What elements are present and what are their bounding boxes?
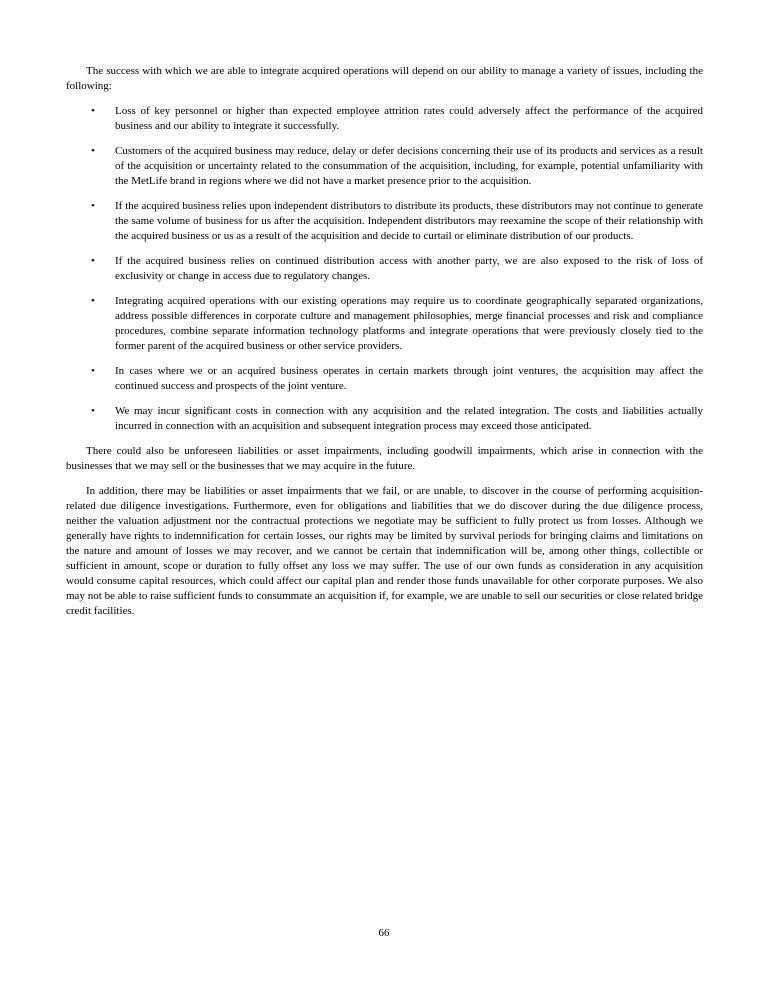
bullet-item bbox=[66, 364, 703, 394]
bullet-marker-icon: • bbox=[91, 405, 95, 417]
bullet-marker-icon: • bbox=[91, 145, 95, 157]
bullet-marker-icon: • bbox=[91, 200, 95, 212]
bullet-list bbox=[66, 104, 703, 434]
bullet-item bbox=[66, 144, 703, 189]
page-number: 66 bbox=[378, 927, 390, 939]
bullet-marker-icon: • bbox=[91, 255, 95, 267]
bullet-item bbox=[66, 104, 703, 134]
bullet-text: Integrating acquired operations with our existing operations may require us to coordinate geographically separated organizations, address possible differences in corporate culture and management philosophies, merge financial processes and risk and compliance procedures, combine separate information technology platforms and integrate operations that were previously closely tied to the former parent of the acquired business or other service providers. bbox=[115, 295, 703, 352]
bullet-text: If the acquired business relies on continued distribution access with another party, we are also exposed to the risk of loss of exclusivity or change in access due to regulatory changes. bbox=[115, 255, 703, 282]
bullet-marker-icon: • bbox=[91, 295, 95, 307]
paragraph-unforeseen-liabilities: There could also be unforeseen liabilities or asset impairments, including goodwill impairments, which arise in connection with the businesses that we may sell or the businesses that we may acquire in the future. bbox=[66, 445, 703, 472]
page-content bbox=[66, 64, 703, 629]
bullet-item bbox=[66, 254, 703, 284]
bullet-text: In cases where we or an acquired business operates in certain markets through joint ventures, the acquisition may affect the continued success and prospects of the joint venture. bbox=[115, 365, 703, 392]
bullet-item bbox=[66, 404, 703, 434]
bullet-item bbox=[66, 294, 703, 354]
bullet-marker-icon: • bbox=[91, 365, 95, 377]
bullet-text: If the acquired business relies upon independent distributors to distribute its products, these distributors may not continue to generate the same volume of business for us after the acquisition. Independent distributors may reexamine the scope of their relationship with the acquired business or us as a result of the acquisition and decide to curtail or eliminate distribution of our products. bbox=[115, 200, 703, 242]
intro-paragraph: The success with which we are able to integrate acquired operations will depend on our ability to manage a variety of issues, including the following: bbox=[66, 65, 703, 92]
paragraph-due-diligence: In addition, there may be liabilities or asset impairments that we fail, or are unable, to discover in the course of performing acquisition-related due diligence investigations. Furthermore, even for obligations and liabilities that we do discover during the due diligence process, neither the valuation adjustment nor the contractual protections we negotiate may be sufficient to fully protect us from losses. Although we generally have rights to indemnification for certain losses, our rights may be limited by survival periods for bringing claims and limitations on the nature and amount of losses we may recover, and we cannot be certain that indemnification will be, among other things, collectible or sufficient in amount, scope or duration to fully offset any loss we may suffer. The use of our own funds as consideration in any acquisition would consume capital resources, which could affect our capital plan and render those funds unavailable for other corporate purposes. We also may not be able to raise sufficient funds to consummate an acquisition if, for example, we are unable to sell our securities or close related bridge credit facilities. bbox=[66, 485, 703, 617]
bullet-text: Loss of key personnel or higher than expected employee attrition rates could adversely affect the performance of the acquired business and our ability to integrate it successfully. bbox=[115, 105, 703, 132]
bullet-item bbox=[66, 199, 703, 244]
bullet-marker-icon: • bbox=[91, 105, 95, 117]
bullet-text: Customers of the acquired business may reduce, delay or defer decisions concerning their use of its products and services as a result of the acquisition or uncertainty related to the consummation of the acquisition, including, for example, potential unfamiliarity with the MetLife brand in regions where we did not have a market presence prior to the acquisition. bbox=[115, 145, 703, 187]
bullet-text: We may incur significant costs in connection with any acquisition and the related integration. The costs and liabilities actually incurred in connection with an acquisition and subsequent integration process may exceed those anticipated. bbox=[115, 405, 703, 432]
